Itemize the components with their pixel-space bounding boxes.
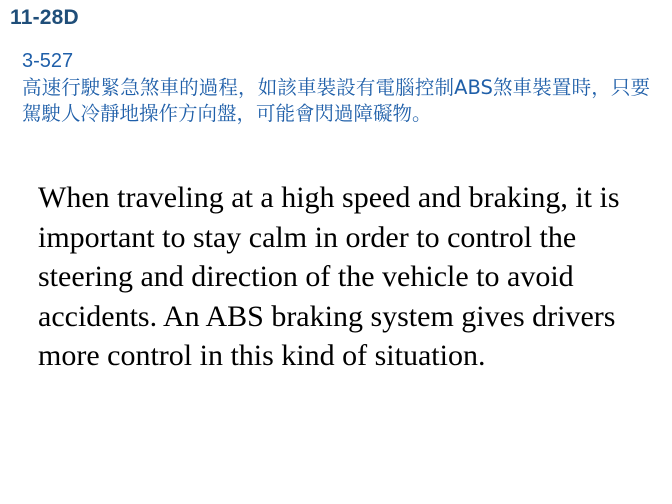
reference-number: 3-527 [22,50,74,72]
english-paragraph: When traveling at a high speed and braking, it is important to stay calm in order to control the steering and direction of the vehicle to avoid accidents. An ABS braking system gives drivers more control in this kind of situation. [38,181,620,372]
chinese-content-block [22,48,650,127]
chinese-paragraph: 高速行駛緊急煞車的過程，如該車裝設有電腦控制ABS煞車裝置時，只要駕駛人冷靜地操作方向盤，可能會閃過障礙物。 [22,76,650,125]
page-code: 11-28D [10,6,79,29]
